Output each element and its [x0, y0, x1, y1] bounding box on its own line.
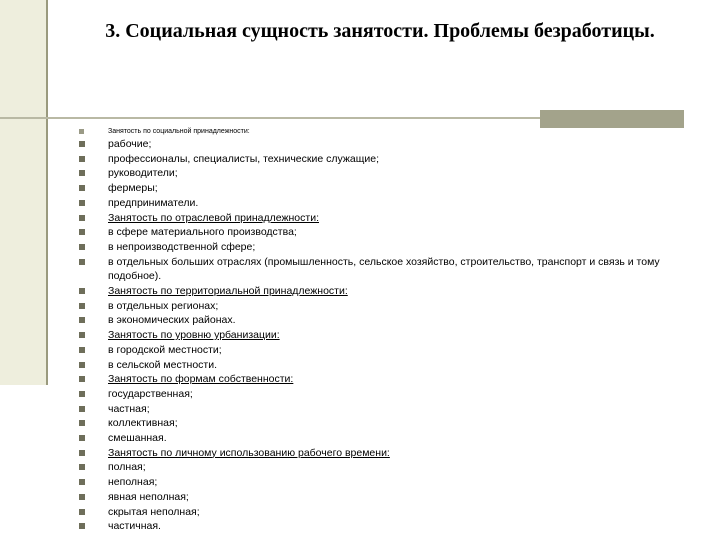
square-bullet-icon — [79, 509, 85, 515]
list-item-text: в сфере материального производства; — [108, 226, 297, 239]
list-item — [78, 387, 678, 402]
square-bullet-icon — [79, 185, 85, 191]
list-item-text: государственная; — [108, 387, 193, 400]
list-item — [78, 358, 678, 373]
square-bullet-icon — [79, 332, 85, 338]
square-bullet-icon — [79, 435, 85, 441]
list-item — [78, 152, 678, 167]
list-item-text: в отдельных регионах; — [108, 299, 219, 312]
list-item-text: Занятость по личному использованию рабочего времени: — [108, 446, 390, 459]
list-item-text: явная неполная; — [108, 490, 189, 503]
category-heading — [78, 446, 678, 461]
list-item-text: Занятость по территориальной принадлежности: — [108, 285, 348, 298]
slide-title: 3. Социальная сущность занятости. Проблемы безработицы. — [105, 20, 655, 42]
square-bullet-icon — [79, 200, 85, 206]
left-decor-line — [46, 0, 48, 385]
list-item — [78, 343, 678, 358]
list-item-text: Занятость по отраслевой принадлежности: — [108, 211, 319, 224]
list-item — [78, 166, 678, 181]
square-bullet-icon — [79, 362, 85, 368]
category-heading — [78, 328, 678, 343]
list-item — [78, 299, 678, 314]
list-item — [78, 255, 678, 284]
category-heading — [78, 284, 678, 299]
list-item-text: Занятость по уровню урбанизации: — [108, 329, 280, 342]
list-item — [78, 416, 678, 431]
list-item — [78, 490, 678, 505]
square-bullet-icon — [79, 317, 85, 323]
square-bullet-icon — [79, 129, 84, 134]
square-bullet-icon — [79, 494, 85, 500]
list-item-text: Занятость по формам собственности: — [108, 373, 294, 386]
list-item — [78, 402, 678, 417]
list-item-text: руководители; — [108, 167, 178, 180]
square-bullet-icon — [79, 156, 85, 162]
square-bullet-icon — [79, 391, 85, 397]
list-item-text: в городской местности; — [108, 343, 222, 356]
list-item — [78, 505, 678, 520]
list-item-text: профессионалы, специалисты, технические служащие; — [108, 152, 379, 165]
square-bullet-icon — [79, 229, 85, 235]
list-item — [78, 225, 678, 240]
category-heading — [78, 211, 678, 226]
square-bullet-icon — [79, 376, 85, 382]
list-item-text: рабочие; — [108, 138, 152, 150]
list-item-text: частичная. — [108, 520, 161, 533]
list-item-text: в отдельных больших отраслях (промышленность, сельское хозяйство, строительство, транспорт и связь и тому подобное). — [108, 255, 660, 283]
list-item-text: смешанная. — [108, 432, 167, 445]
square-bullet-icon — [79, 170, 85, 176]
square-bullet-icon — [79, 288, 85, 294]
list-item-text: в сельской местности. — [108, 358, 218, 371]
list-item-text: полная; — [108, 461, 146, 474]
square-bullet-icon — [79, 479, 85, 485]
employment-list — [78, 126, 678, 534]
list-item — [78, 137, 678, 152]
square-bullet-icon — [79, 420, 85, 426]
list-item — [78, 196, 678, 211]
square-bullet-icon — [79, 215, 85, 221]
category-heading — [78, 372, 678, 387]
square-bullet-icon — [79, 523, 85, 529]
list-item — [78, 431, 678, 446]
list-item-text: коллективная; — [108, 417, 178, 430]
square-bullet-icon — [79, 259, 85, 265]
list-item-text: предприниматели. — [108, 196, 199, 209]
square-bullet-icon — [79, 347, 85, 353]
left-decor-band — [0, 0, 46, 385]
square-bullet-icon — [79, 406, 85, 412]
list-item-text: в непроизводственной сфере; — [108, 240, 256, 253]
square-bullet-icon — [79, 244, 85, 250]
list-item — [78, 475, 678, 490]
category-heading-small — [78, 126, 678, 137]
list-item-text: скрытая неполная; — [108, 505, 200, 518]
list-item — [78, 240, 678, 255]
list-item-text: неполная; — [108, 476, 158, 489]
list-item-text: частная; — [108, 402, 150, 415]
list-item-text: фермеры; — [108, 182, 158, 195]
square-bullet-icon — [79, 450, 85, 456]
square-bullet-icon — [79, 303, 85, 309]
square-bullet-icon — [79, 141, 85, 147]
list-item — [78, 181, 678, 196]
list-item — [78, 519, 678, 534]
title-divider — [0, 117, 540, 119]
list-item-text: в экономических районах. — [108, 314, 236, 327]
list-item-text: Занятость по социальной принадлежности: — [108, 128, 250, 135]
list-item — [78, 460, 678, 475]
square-bullet-icon — [79, 464, 85, 470]
list-item — [78, 313, 678, 328]
